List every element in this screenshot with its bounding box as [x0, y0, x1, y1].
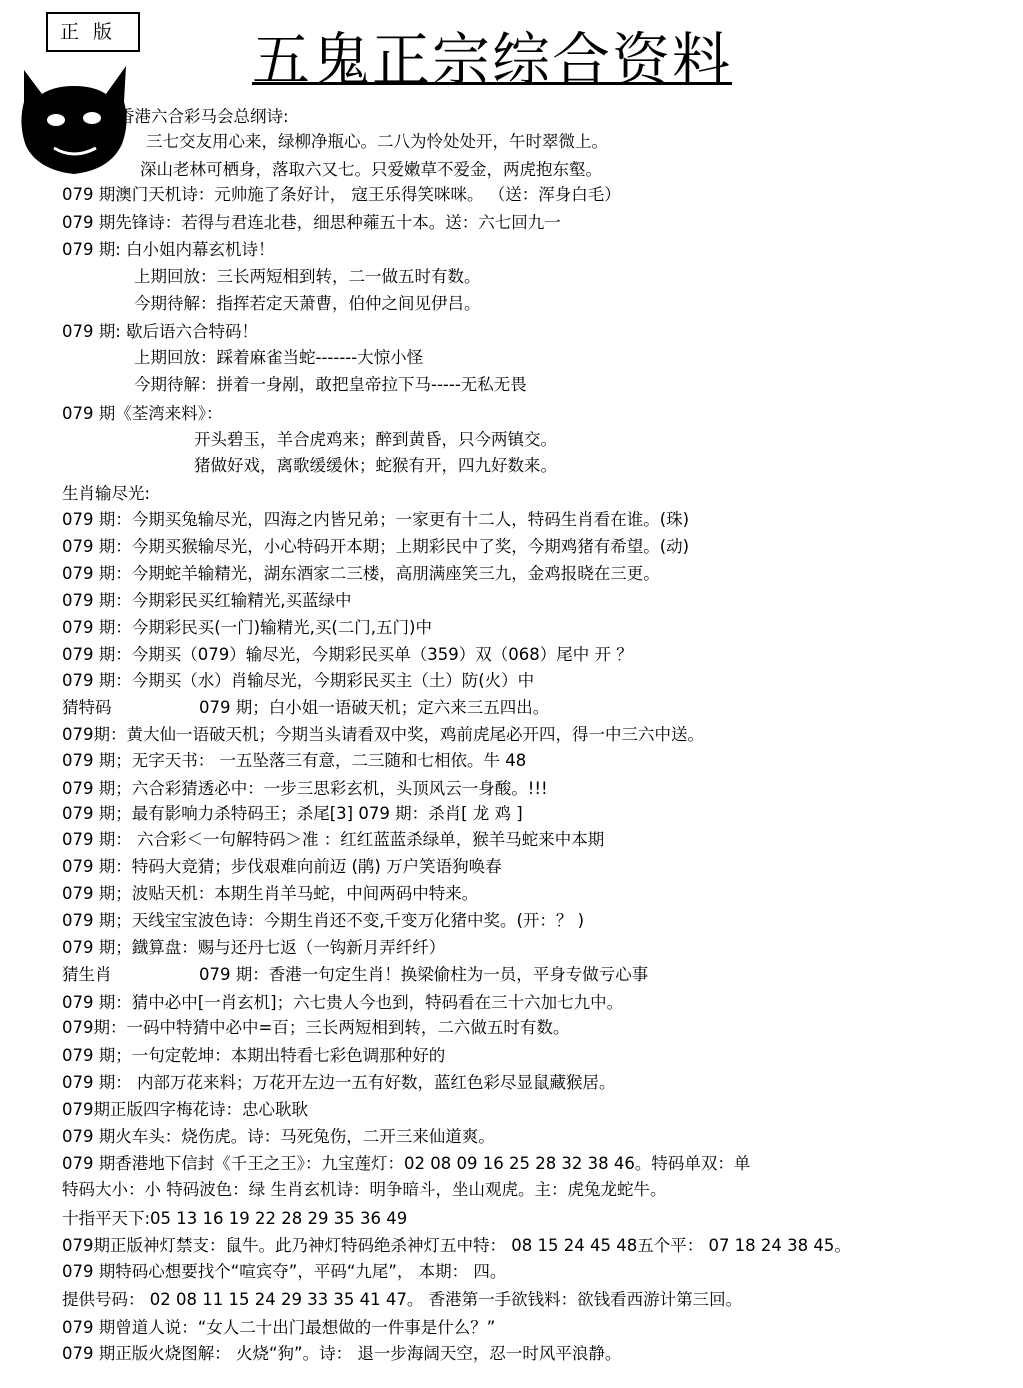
text-line	[62, 590, 351, 612]
line-text: 079 期澳门天机诗：元帅施了条好计， 寇王乐得笑咪咪。 （送：浑身白毛）	[62, 185, 621, 204]
line-text: 079 期火车头：烧伤虎。诗：马死兔伤，二开三来仙道爽。	[62, 1127, 495, 1146]
text-line	[146, 131, 608, 153]
line-text: 079 期：今期买（079）输尽光，今期彩民买单（359）双（068）尾中 开 ？	[62, 645, 633, 664]
text-line	[118, 106, 289, 128]
text-line	[140, 159, 602, 181]
line-text: 079 期特码心想要找个“喧宾夺”，平码“九尾”， 本期： 四。	[62, 1262, 507, 1281]
line-text: 079 期；天线宝宝波色诗：今期生肖还不变,千变万化猪中奖。(开：？ )	[62, 911, 585, 930]
text-line	[62, 1072, 615, 1094]
line-text: 079 期；白小姐一语破天机；定六来三五四出。	[199, 698, 550, 717]
text-line	[134, 374, 527, 396]
line-text: 079期：黄大仙一语破天机；今期当头请看双中奖，鸡前虎尾必开四，得一中三六中送。	[62, 725, 704, 744]
line-text: 079期：一码中特猜中必中=百；三长两短相到转，二六做五时有数。	[62, 1018, 570, 1037]
text-line	[62, 239, 275, 261]
text-line	[62, 910, 584, 932]
line-text: 079 期: 白小姐内幕玄机诗！	[62, 240, 275, 259]
text-line	[62, 778, 548, 800]
text-line	[62, 1208, 407, 1230]
text-line	[62, 563, 660, 585]
version-stamp: 正 版	[46, 12, 140, 52]
text-line	[62, 803, 523, 825]
line-text: 079期正版神灯禁支：鼠牛。此乃神灯特码绝杀神灯五中特： 08 15 24 45 48五个平： 07 18 24 38 45。	[62, 1236, 851, 1255]
line-text: 079 期：今期买猴输尽光，小心特码开本期；上期彩民中了奖，今期鸡猪有希望。(动)	[62, 537, 690, 556]
line-text: 特码大小：小 特码波色：绿 生肖玄机诗：明争暗斗，坐山观虎。主：虎兔龙蛇牛。	[62, 1180, 667, 1199]
line-text: 079 期： 内部万花来料；万花开左边一五有好数，蓝红色彩尽显鼠藏猴居。	[62, 1073, 616, 1092]
text-line	[62, 750, 526, 772]
line-text: 猪做好戏，离歌缓缓休；蛇猴有开，四九好数来。	[194, 456, 557, 475]
text-line	[62, 184, 621, 206]
line-text: 079 期先锋诗：若得与君连北巷，细思种蕹五十本。送：六七回九一	[62, 213, 561, 232]
text-line	[62, 617, 432, 639]
text-line	[62, 697, 549, 719]
line-text: 079期正版四字梅花诗：忠心耿耿	[62, 1100, 308, 1119]
text-line	[62, 670, 534, 692]
text-line	[62, 1317, 495, 1339]
text-line	[62, 1153, 750, 1175]
text-line	[62, 1235, 851, 1257]
text-line	[62, 1289, 742, 1311]
line-text: 提供号码： 02 08 11 15 24 29 33 35 41 47。 香港第一手欲钱料：欲钱看西游计第三回。	[62, 1290, 743, 1309]
line-text: 生肖输尽光:	[62, 484, 151, 503]
text-line	[62, 1099, 308, 1121]
line-text: 079 期香港地下信封《千王之王》：九宝莲灯：02 08 09 16 25 28 32 38 46。特码单双：单	[62, 1154, 751, 1173]
line-text: 079 期：今期彩民买红输精光,买蓝绿中	[62, 591, 352, 610]
line-text: 香港六合彩马会总纲诗:	[118, 107, 289, 126]
line-tag: 猜特码	[62, 698, 112, 717]
line-text: 上期回放：踩着麻雀当蛇-------大惊小怪	[134, 348, 424, 367]
text-line	[134, 293, 481, 315]
text-line	[62, 1343, 621, 1365]
line-text: 079 期：香港一句定生肖！换梁偷柱为一员，平身专做亏心事	[199, 965, 649, 984]
line-text: 079 期：今期彩民买(一门)输精光,买(二门,五门)中	[62, 618, 432, 637]
text-line	[62, 1261, 506, 1283]
line-text: 079 期：特码大竞猜；步伐艰难向前迈 (鹃) 万户笑语狗唤春	[62, 857, 502, 876]
text-line	[62, 509, 689, 531]
line-text: 079 期： 六合彩＜一句解特码＞准 ：红红蓝蓝杀绿单，猴羊马蛇来中本期	[62, 830, 605, 849]
page-title: 五鬼正宗综合资料	[252, 26, 733, 94]
text-line	[62, 937, 445, 959]
line-text: 079 期；一句定乾坤：本期出特看七彩色调那种好的	[62, 1046, 446, 1065]
line-text: 079 期曾道人说：“女人二十出门最想做的一件事是什么？”	[62, 1318, 496, 1337]
text-line	[134, 266, 481, 288]
text-line	[62, 212, 561, 234]
line-text: 今期待解：拼着一身剐，敢把皇帝拉下马-----无私无畏	[134, 375, 527, 394]
line-text: 079 期：今期买兔输尽光，四海之内皆兄弟；一家更有十二人，特码生肖看在谁。(珠)	[62, 510, 690, 529]
line-text: 079 期：猜中必中[一肖玄机]；六七贵人今也到，特码看在三十六加七九中。	[62, 993, 624, 1012]
text-line	[194, 429, 557, 451]
text-line	[62, 992, 623, 1014]
line-text: 079 期：今期买（水）肖输尽光，今期彩民买主（土）防(火）中	[62, 671, 535, 690]
line-text: 079 期；鐡算盘：赐与还丹七返（一钩新月弄纤纤）	[62, 938, 446, 957]
line-text: 十指平天下:05 13 16 19 22 28 29 35 36 49	[62, 1209, 408, 1228]
text-line	[62, 724, 704, 746]
line-text: 上期回放：三长两短相到转，二一做五时有数。	[134, 267, 481, 286]
text-line	[134, 347, 423, 369]
text-line	[194, 455, 557, 477]
text-line	[62, 321, 258, 343]
text-line	[62, 1179, 667, 1201]
line-text: 079 期: 歇后语六合特码！	[62, 322, 259, 341]
text-line	[62, 883, 478, 905]
text-line	[62, 644, 633, 666]
line-text: 079 期；无字天书： 一五坠落三有意，二三随和七相依。牛 48	[62, 751, 527, 770]
line-text: 今期待解：指挥若定天萧曹，伯仲之间见伊吕。	[134, 294, 481, 313]
line-text: 深山老林可栖身，落取六又七。只爱嫩草不爱金，两虎抱东壑。	[140, 160, 602, 179]
line-text: 079 期；波贴天机：本期生肖羊马蛇，中间两码中特来。	[62, 884, 479, 903]
text-line	[62, 856, 502, 878]
line-text: 三七交友用心来，绿柳净瓶心。二八为怜处处开，午时翠微上。	[146, 132, 608, 151]
text-line	[62, 403, 223, 425]
text-line	[62, 483, 150, 505]
line-text: 079 期《荃湾来料》：	[62, 404, 223, 423]
line-text: 开头碧玉，羊合虎鸡来；醉到黄昏，只今两镇交。	[194, 430, 557, 449]
text-line	[62, 1017, 569, 1039]
text-line	[62, 964, 648, 986]
line-text: 079 期正版火烧图解： 火烧“狗”。诗： 退一步海阔天空，忍一时风平浪静。	[62, 1344, 622, 1363]
line-tag: 猜生肖	[62, 965, 112, 984]
devil-head-icon	[14, 62, 132, 178]
text-line	[62, 536, 689, 558]
text-line	[62, 829, 604, 851]
text-line	[62, 1045, 445, 1067]
line-text: 079 期；六合彩猜透必中：一步三思彩玄机，头顶风云一身酸。!!!	[62, 779, 548, 798]
text-line	[62, 1126, 495, 1148]
line-text: 079 期：今期蛇羊输精光，湖东酒家二三楼，高朋满座笑三九，金鸡报晓在三更。	[62, 564, 660, 583]
line-text: 079 期；最有影响力杀特码王；杀尾[3] 079 期：杀肖[ 龙 鸡 ]	[62, 804, 523, 823]
